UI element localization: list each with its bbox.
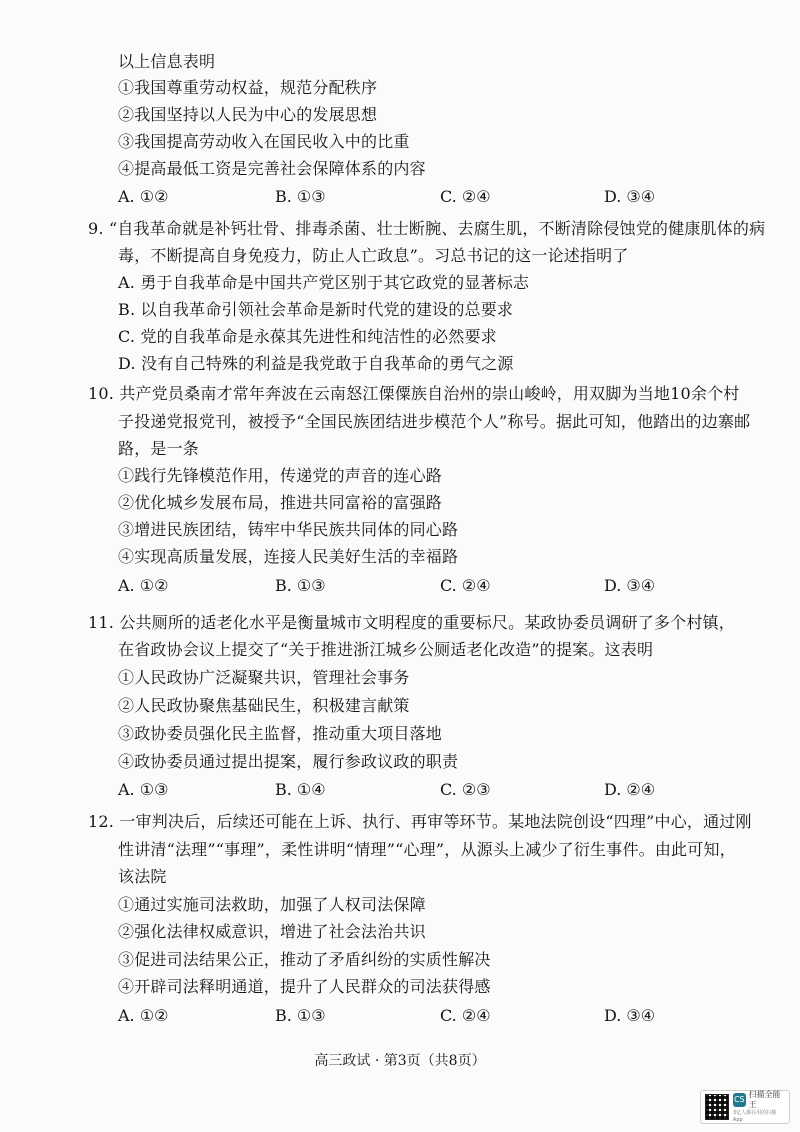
answer-option: C. ②④: [440, 187, 491, 206]
text-line: 性讲清“法理”“事理”，柔性讲明“情理”“心理”，从源头上减少了衍生事件。由此可知，: [118, 840, 736, 859]
scanner-watermark: [700, 1090, 790, 1124]
text-line: D. 没有自己特殊的利益是我党敢于自我革命的勇气之源: [118, 354, 514, 373]
answer-option: A. ①②: [118, 576, 169, 595]
text-line: 该法院: [118, 867, 167, 886]
text-line: 在省政协会议上提交了“关于推进浙江城乡公厕适老化改造”的提案。这表明: [118, 640, 654, 659]
text-line: ①践行先锋模范作用，传递党的声音的连心路: [118, 466, 443, 485]
text-line: 路，是一条: [118, 439, 200, 458]
answer-option: C. ②④: [440, 1006, 491, 1025]
answer-option: B. ①③: [275, 187, 326, 206]
page-footer: 高三政试 · 第3页（共8页）: [314, 1053, 486, 1069]
text-line: ③促进司法结果公正，推动了矛盾纠纷的实质性解决: [118, 950, 491, 969]
text-line: ④实现高质量发展，连接人民美好生活的幸福路: [118, 547, 459, 566]
text-line: 子投递党报党刊，被授予“全国民族团结进步模范个人”称号。据此可知，他踏出的边寨邮: [118, 412, 751, 431]
answer-option: A. ①②: [118, 187, 169, 206]
text-line: ④政协委员通过提出提案，履行参政议政的职责: [118, 752, 459, 771]
camscanner-logo-icon: CS: [733, 1093, 746, 1107]
answer-option: D. ②④: [604, 780, 656, 799]
answer-option: C. ②④: [440, 576, 491, 595]
answer-option: A. ①②: [118, 1006, 169, 1025]
answer-option: B. ①③: [275, 576, 326, 595]
text-line: 12. 一审判决后，后续还可能在上诉、执行、再审等环节。某地法院创设“四理”中心，通过刚: [88, 812, 752, 831]
text-line: ②我国坚持以人民为中心的发展思想: [118, 105, 378, 124]
text-line: ④提高最低工资是完善社会保障体系的内容: [118, 159, 426, 178]
text-line: 11. 公共厕所的适老化水平是衡量城市文明程度的重要标尺。某政协委员调研了多个村镇，: [88, 613, 735, 632]
text-line: A. 勇于自我革命是中国共产党区别于其它政党的显著标志: [118, 273, 530, 292]
qr-code-icon: [705, 1094, 729, 1120]
answer-option: B. ①④: [275, 780, 326, 799]
text-line: 10. 共产党员桑南才常年奔波在云南怒江傈僳族自治州的崇山峻岭，用双脚为当地10余个村: [88, 384, 740, 403]
answer-option: D. ③④: [604, 576, 656, 595]
watermark-title: 扫描全能王: [748, 1090, 781, 1109]
text-line: ②优化城乡发展布局，推进共同富裕的富强路: [118, 493, 443, 512]
answer-option: D. ③④: [604, 1006, 656, 1025]
text-line: C. 党的自我革命是永葆其先进性和纯洁性的必然要求: [118, 327, 497, 346]
text-line: 以上信息表明: [118, 52, 216, 71]
text-line: ①人民政协广泛凝聚共识，管理社会事务: [118, 668, 410, 687]
text-line: 毒，不断提高自身免疫力，防止人亡政息”。习总书记的这一论述指明了: [118, 246, 629, 265]
text-line: ②人民政协聚焦基础民生，积极建言献策: [118, 696, 410, 715]
answer-option: A. ①③: [118, 780, 169, 799]
text-line: ③增进民族团结，铸牢中华民族共同体的同心路: [118, 520, 459, 539]
text-line: ②强化法律权威意识，增进了社会法治共识: [118, 922, 426, 941]
text-line: B. 以自我革命引领社会革命是新时代党的建设的总要求: [118, 300, 514, 319]
answer-option: C. ②③: [440, 780, 491, 799]
answer-option: B. ①③: [275, 1006, 326, 1025]
text-line: ③政协委员强化民主监督，推动重大项目落地: [118, 724, 443, 743]
answer-option: D. ③④: [604, 187, 656, 206]
text-line: ③我国提高劳动收入在国民收入中的比重: [118, 132, 410, 151]
watermark-subtitle: 3亿人都在用的扫描App: [732, 1110, 777, 1123]
text-line: ①我国尊重劳动权益，规范分配秩序: [118, 78, 378, 97]
text-line: ④开辟司法释明通道，提升了人民群众的司法获得感: [118, 977, 491, 996]
text-line: ①通过实施司法救助，加强了人权司法保障: [118, 895, 426, 914]
text-line: 9. “自我革命就是补钙壮骨、排毒杀菌、壮士断腕、去腐生肌，不断清除侵蚀党的健康肌体的病: [88, 219, 766, 238]
